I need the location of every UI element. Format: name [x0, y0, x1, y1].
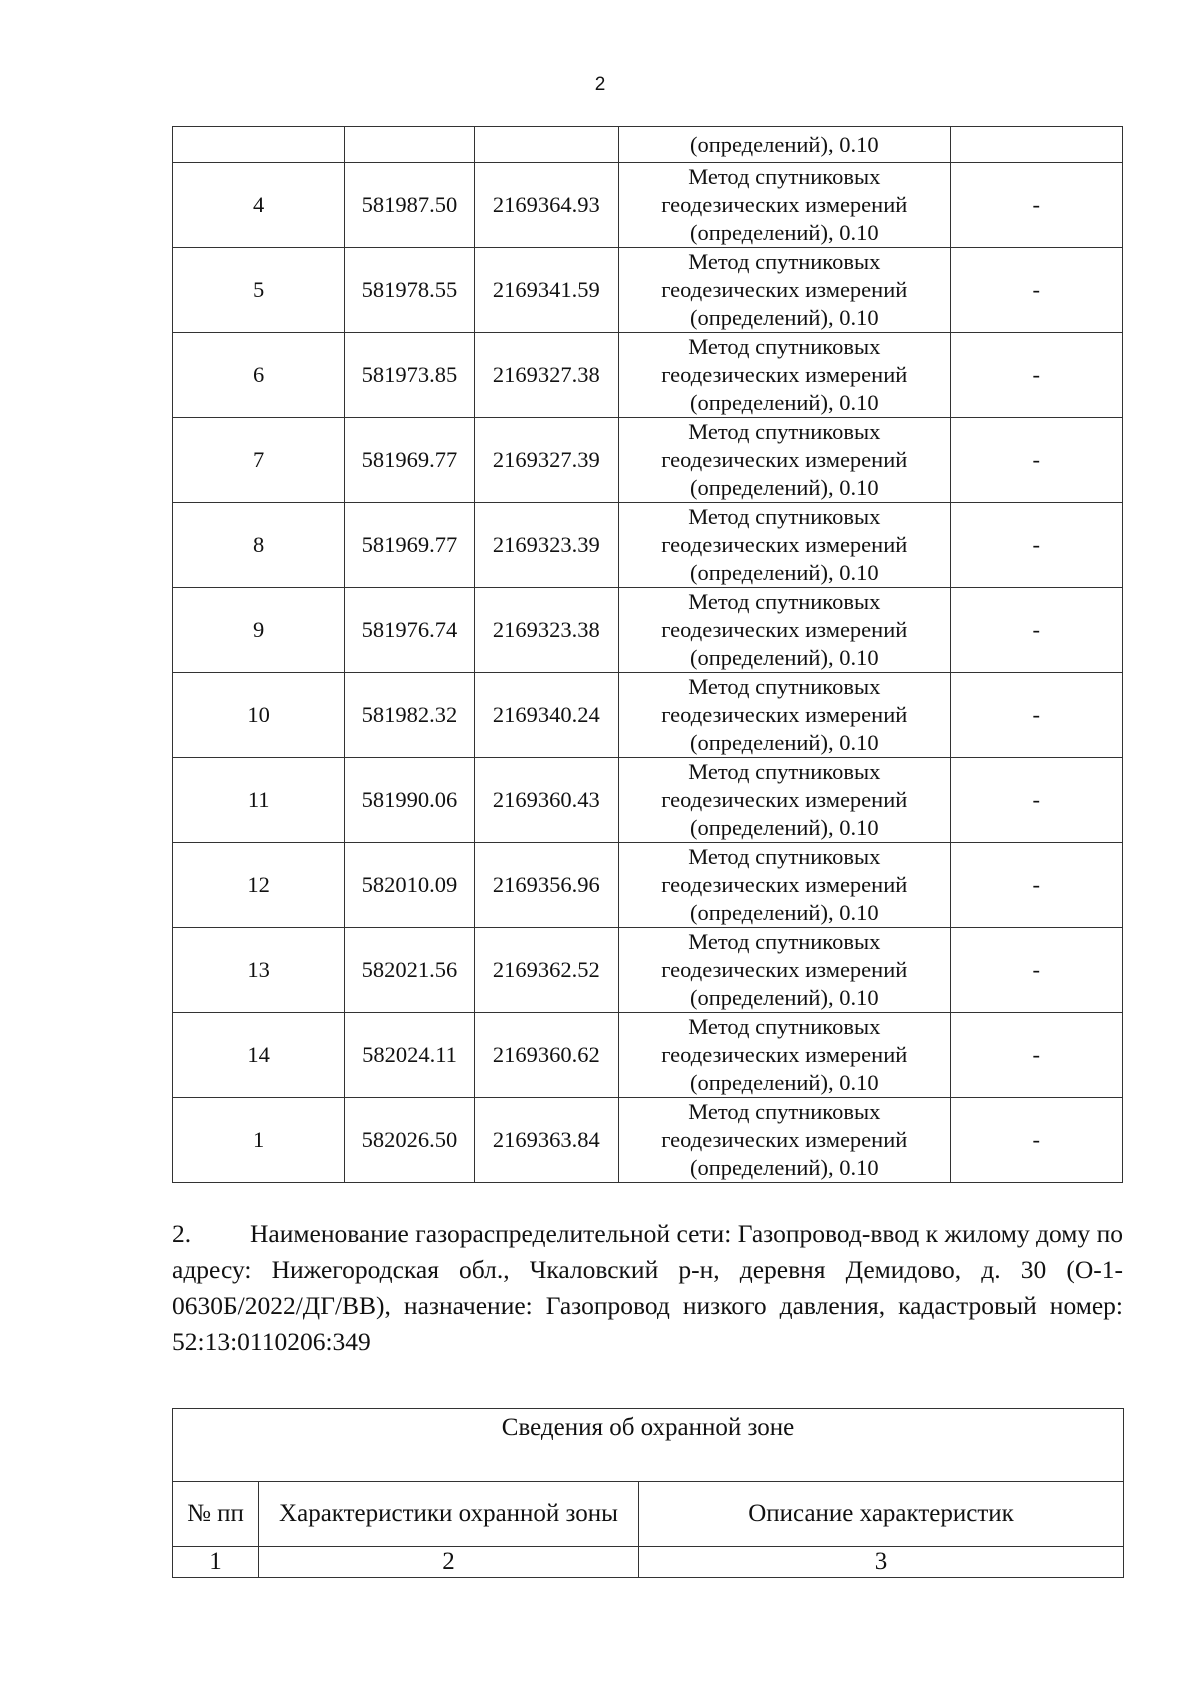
page-number: 2 — [594, 74, 606, 95]
table-row — [173, 758, 1123, 843]
cell-y: 2169356.96 — [474, 843, 618, 928]
cell-method-line: геодезических измерений — [661, 447, 908, 472]
cell-method-line: (определений), 0.10 — [689, 815, 879, 840]
cell-x: 581973.85 — [345, 333, 474, 418]
cell-method-line: (определений), 0.10 — [689, 730, 879, 755]
zone-table-title: Сведения об охранной зоне — [173, 1409, 1124, 1482]
table-row — [173, 333, 1123, 418]
table-row — [173, 928, 1123, 1013]
table-row — [173, 418, 1123, 503]
cell-y: 2169360.43 — [474, 758, 618, 843]
cell-method-line: (определений), 0.10 — [689, 560, 879, 585]
cell-x: 581969.77 — [345, 503, 474, 588]
cell-method-line: (определений), 0.10 — [689, 475, 879, 500]
cell-extra: - — [950, 928, 1122, 1013]
cell-point-number: 9 — [173, 588, 345, 673]
cell-method-line: геодезических измерений — [661, 702, 908, 727]
cell-method-line: (определений), 0.10 — [689, 390, 879, 415]
cell-x: 581969.77 — [345, 418, 474, 503]
cell-extra: - — [950, 758, 1122, 843]
table-row — [173, 163, 1123, 248]
cell-method — [618, 503, 950, 588]
cell-method-line: геодезических измерений — [661, 872, 908, 897]
table-row — [173, 503, 1123, 588]
zone-col-number-3: 3 — [639, 1547, 1124, 1578]
cell-y: 2169364.93 — [474, 163, 618, 248]
cell-method — [618, 843, 950, 928]
cell-y: 2169327.39 — [474, 418, 618, 503]
cell-method — [618, 928, 950, 1013]
cell-method-line: геодезических измерений — [661, 1127, 908, 1152]
cell-y: 2169360.62 — [474, 1013, 618, 1098]
cell-extra: - — [950, 163, 1122, 248]
cell-x: 582021.56 — [345, 928, 474, 1013]
cell-method-line: Метод спутниковых — [688, 674, 881, 699]
cell-extra: - — [950, 673, 1122, 758]
cell-method — [618, 1013, 950, 1098]
cell-method-line: (определений), 0.10 — [689, 985, 879, 1010]
protection-zone-table — [172, 1408, 1124, 1578]
cell-extra: - — [950, 843, 1122, 928]
cell-point-number: 6 — [173, 333, 345, 418]
cell-method-line: геодезических измерений — [661, 362, 908, 387]
cell-y: 2169323.38 — [474, 588, 618, 673]
cell-extra: - — [950, 1013, 1122, 1098]
cell-method-line: Метод спутниковых — [688, 249, 881, 274]
cell-x: 582026.50 — [345, 1098, 474, 1183]
cell-extra: - — [950, 1098, 1122, 1183]
cell-method-line: Метод спутниковых — [688, 504, 881, 529]
cell-x: 581982.32 — [345, 673, 474, 758]
cell-method-line: геодезических измерений — [661, 277, 908, 302]
cell-x: 581978.55 — [345, 248, 474, 333]
cell-method — [618, 163, 950, 248]
cell-method-line: геодезических измерений — [661, 192, 908, 217]
cell-method-line: (определений), 0.10 — [689, 1070, 879, 1095]
table-row — [173, 1013, 1123, 1098]
cell-method-line: Метод спутниковых — [688, 759, 881, 784]
cell-x — [345, 127, 474, 163]
zone-col-header-characteristics: Характеристики охранной зоны — [259, 1482, 639, 1547]
cell-method — [618, 418, 950, 503]
cell-method-line: геодезических измерений — [661, 532, 908, 557]
cell-x: 582010.09 — [345, 843, 474, 928]
cell-method — [618, 248, 950, 333]
cell-y: 2169362.52 — [474, 928, 618, 1013]
cell-method-line: Метод спутниковых — [688, 589, 881, 614]
section-2-number: 2. — [172, 1219, 192, 1248]
table-row-continuation — [173, 127, 1123, 163]
cell-y: 2169340.24 — [474, 673, 618, 758]
cell-y — [474, 127, 618, 163]
zone-col-header-description: Описание характеристик — [639, 1482, 1124, 1547]
cell-extra: - — [950, 333, 1122, 418]
cell-point-number: 8 — [173, 503, 345, 588]
cell-point-number: 12 — [173, 843, 345, 928]
cell-y: 2169363.84 — [474, 1098, 618, 1183]
cell-method-line: Метод спутниковых — [688, 1099, 881, 1124]
zone-col-header-number: № пп — [173, 1482, 259, 1547]
table-row — [173, 248, 1123, 333]
cell-extra: - — [950, 503, 1122, 588]
cell-x: 581990.06 — [345, 758, 474, 843]
cell-x: 581987.50 — [345, 163, 474, 248]
cell-y: 2169323.39 — [474, 503, 618, 588]
cell-point-number: 14 — [173, 1013, 345, 1098]
table-row — [173, 1098, 1123, 1183]
cell-method-line: Метод спутниковых — [688, 929, 881, 954]
cell-point-number: 5 — [173, 248, 345, 333]
cell-y: 2169327.38 — [474, 333, 618, 418]
cell-extra — [950, 127, 1122, 163]
cell-extra: - — [950, 248, 1122, 333]
cell-point-number: 4 — [173, 163, 345, 248]
cell-extra: - — [950, 588, 1122, 673]
cell-x: 582024.11 — [345, 1013, 474, 1098]
table-row — [173, 673, 1123, 758]
cell-point-number — [173, 127, 345, 163]
cell-method-line: (определений), 0.10 — [689, 220, 879, 245]
cell-point-number: 11 — [173, 758, 345, 843]
cell-method-line: Метод спутниковых — [688, 164, 881, 189]
cell-method — [618, 673, 950, 758]
cell-method — [618, 588, 950, 673]
section-2-text: Наименование газораспределительной сети: Газопровод-ввод к жилому дому по адресу: Нижегородская обл., Чкаловский р-н, деревня Демидово, д. 30 (О-1-0630Б/2022/ДГ/ВВ), назначение: Газопровод низкого давления, кадастровый номер: 52:13:0110206:349 — [172, 1219, 1123, 1356]
cell-method-line: (определений), 0.10 — [689, 1155, 879, 1180]
coordinates-table — [172, 126, 1123, 1183]
section-2-paragraph — [172, 1216, 1123, 1360]
cell-method-line: геодезических измерений — [661, 1042, 908, 1067]
zone-col-number-2: 2 — [259, 1547, 639, 1578]
cell-y: 2169341.59 — [474, 248, 618, 333]
cell-method — [618, 1098, 950, 1183]
cell-extra: - — [950, 418, 1122, 503]
cell-method-line: Метод спутниковых — [688, 1014, 881, 1039]
cell-method-line: геодезических измерений — [661, 787, 908, 812]
cell-method-line: (определений), 0.10 — [689, 645, 879, 670]
cell-method-line: Метод спутниковых — [688, 419, 881, 444]
cell-method-line: геодезических измерений — [661, 957, 908, 982]
zone-col-number-1: 1 — [173, 1547, 259, 1578]
cell-method — [618, 758, 950, 843]
cell-method-line: (определений), 0.10 — [689, 900, 879, 925]
table-row — [173, 843, 1123, 928]
cell-point-number: 1 — [173, 1098, 345, 1183]
cell-method-line: Метод спутниковых — [688, 334, 881, 359]
cell-method-line: Метод спутниковых — [688, 844, 881, 869]
cell-point-number: 13 — [173, 928, 345, 1013]
cell-method: (определений), 0.10 — [618, 127, 950, 163]
cell-method-line: (определений), 0.10 — [689, 305, 879, 330]
cell-point-number: 7 — [173, 418, 345, 503]
cell-point-number: 10 — [173, 673, 345, 758]
table-row — [173, 588, 1123, 673]
cell-method-line: геодезических измерений — [661, 617, 908, 642]
cell-method — [618, 333, 950, 418]
cell-x: 581976.74 — [345, 588, 474, 673]
